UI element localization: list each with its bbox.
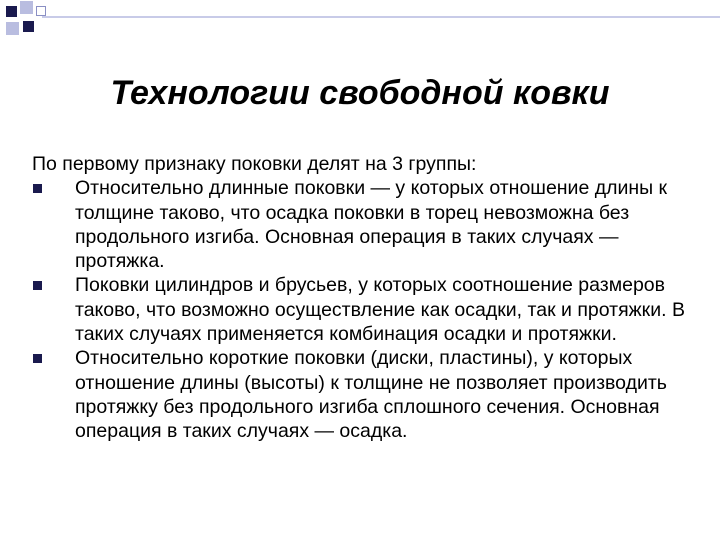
list-item-text: Поковки цилиндров и брусьев, у которых соотношение размеров таково, что возможно осуществление как осадки, так и протяжки. В таких случаях применяется комбинация осадки и протяжки. xyxy=(75,274,685,346)
intro-text: По первому признаку поковки делят на 3 группы: xyxy=(32,153,477,175)
corner-squares-decoration xyxy=(0,0,60,45)
corner-square-dark xyxy=(6,6,17,17)
top-divider-line xyxy=(42,16,720,18)
corner-square-outline xyxy=(36,6,46,16)
slide-body xyxy=(32,152,702,444)
list-item-text: Относительно короткие поковки (диски, пластины), у которых отношение длины (высоты) к толщине не позволяет производить протяжку без продольного изгиба сплошного сечения. Основная операция в таких случаях — осадка. xyxy=(75,347,667,443)
list-item xyxy=(32,346,702,443)
slide-title: Технологии свободной ковки xyxy=(110,74,610,112)
list-item xyxy=(32,273,702,346)
list-item-text: Относительно длинные поковки — у которых отношение длины к толщине таково, что осадка поковки в торец невозможна без продольного изгиба. Основная операция в таких случаях — протяжка. xyxy=(75,177,668,273)
square-bullet-icon xyxy=(33,184,42,193)
corner-square-light-lower xyxy=(6,22,19,35)
list-item xyxy=(32,176,702,273)
square-bullet-icon xyxy=(33,354,42,363)
square-bullet-icon xyxy=(33,281,42,290)
corner-square-dark-lower xyxy=(23,21,34,32)
corner-square-light xyxy=(20,1,33,14)
